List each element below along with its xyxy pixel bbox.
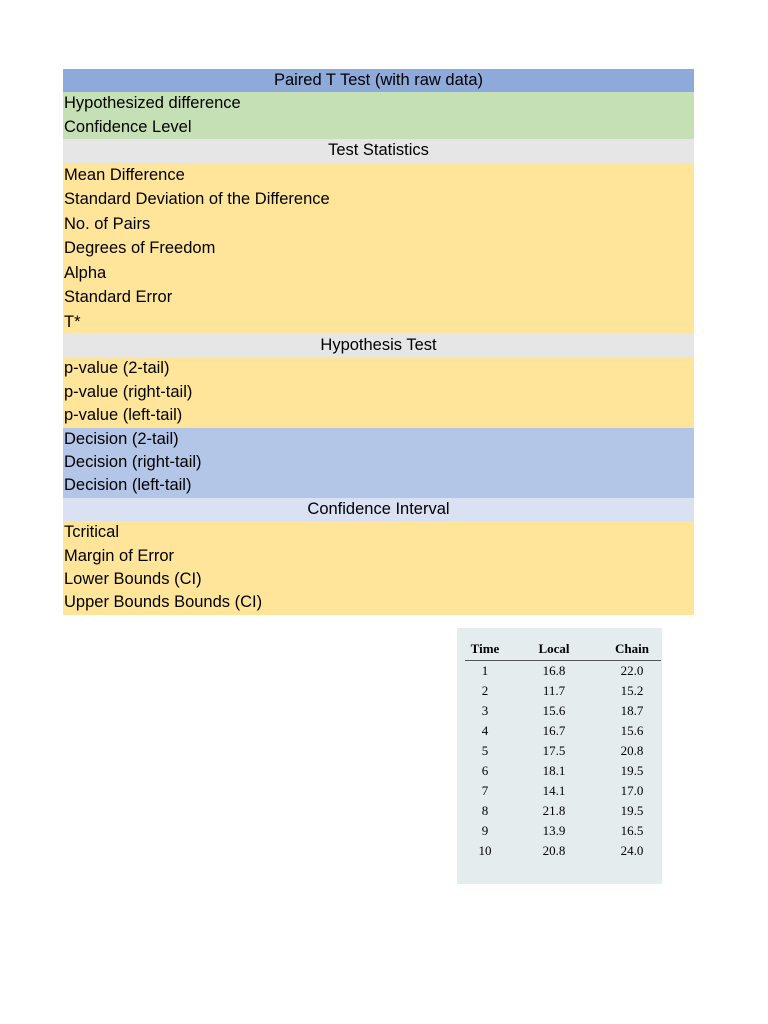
table-row	[465, 761, 661, 781]
chain-cell: 22.0	[620, 663, 644, 678]
table-row	[465, 821, 661, 841]
chain-cell: 17.0	[620, 783, 644, 798]
chain-cell: 15.6	[620, 723, 644, 738]
time-cell: 3	[481, 703, 489, 718]
pvalue-2tail-label[interactable]: p-value (2-tail)	[63, 357, 694, 380]
raw-data-header-row	[465, 638, 661, 661]
time-cell: 7	[481, 783, 489, 798]
margin-of-error-label[interactable]: Margin of Error	[63, 545, 694, 568]
chain-cell: 19.5	[620, 803, 644, 818]
upper-bounds-label[interactable]: Upper Bounds Bounds (CI)	[63, 591, 694, 614]
tcritical-label[interactable]: Tcritical	[63, 521, 694, 544]
time-cell: 1	[481, 663, 489, 678]
time-cell: 9	[481, 823, 489, 838]
chain-cell: 20.8	[620, 743, 644, 758]
table-row	[465, 801, 661, 821]
confidence-interval-header[interactable]: Confidence Interval	[63, 498, 694, 521]
chain-cell: 16.5	[620, 823, 644, 838]
standard-error-label[interactable]: Standard Error	[63, 285, 694, 310]
degrees-of-freedom-label[interactable]: Degrees of Freedom	[63, 236, 694, 261]
alpha-label[interactable]: Alpha	[63, 261, 694, 286]
local-cell: 15.6	[542, 703, 566, 718]
decision-left-tail-label[interactable]: Decision (left-tail)	[63, 474, 694, 497]
t-star-label[interactable]: T*	[63, 310, 694, 335]
local-cell: 21.8	[542, 803, 566, 818]
local-cell: 17.5	[542, 743, 566, 758]
time-cell: 5	[481, 743, 489, 758]
local-cell: 13.9	[542, 823, 566, 838]
table-row	[465, 681, 661, 701]
hypothesis-test-header[interactable]: Hypothesis Test	[63, 334, 694, 357]
raw-data-image[interactable]	[457, 628, 662, 884]
time-cell: 4	[481, 723, 489, 738]
decision-right-tail-label[interactable]: Decision (right-tail)	[63, 451, 694, 474]
local-cell: 16.7	[542, 723, 566, 738]
time-cell: 8	[481, 803, 489, 818]
local-cell: 18.1	[542, 763, 566, 778]
time-cell: 6	[481, 763, 489, 778]
chain-cell: 19.5	[620, 763, 644, 778]
table-row	[465, 741, 661, 761]
std-dev-difference-label[interactable]: Standard Deviation of the Difference	[63, 187, 694, 212]
table-row	[465, 841, 661, 861]
column-header-chain: Chain	[603, 638, 661, 661]
chain-cell: 15.2	[620, 683, 644, 698]
local-cell: 20.8	[542, 843, 566, 858]
test-statistics-header[interactable]: Test Statistics	[63, 139, 694, 162]
chain-cell: 24.0	[620, 843, 644, 858]
time-cell: 10	[478, 843, 492, 858]
sheet-title[interactable]: Paired T Test (with raw data)	[63, 69, 694, 92]
table-row	[465, 721, 661, 741]
table-row	[465, 781, 661, 801]
confidence-level-label[interactable]: Confidence Level	[63, 116, 694, 139]
no-of-pairs-label[interactable]: No. of Pairs	[63, 212, 694, 237]
pvalue-left-tail-label[interactable]: p-value (left-tail)	[63, 404, 694, 427]
table-row	[465, 661, 661, 682]
hypothesized-difference-label[interactable]: Hypothesized difference	[63, 92, 694, 115]
local-cell: 16.8	[542, 663, 566, 678]
chain-cell: 18.7	[620, 703, 644, 718]
local-cell: 14.1	[542, 783, 566, 798]
column-header-local: Local	[505, 638, 603, 661]
column-header-time: Time	[465, 638, 505, 661]
mean-difference-label[interactable]: Mean Difference	[63, 163, 694, 188]
lower-bounds-label[interactable]: Lower Bounds (CI)	[63, 568, 694, 591]
pvalue-right-tail-label[interactable]: p-value (right-tail)	[63, 381, 694, 404]
table-row	[465, 701, 661, 721]
raw-data-table	[465, 638, 661, 861]
decision-2tail-label[interactable]: Decision (2-tail)	[63, 428, 694, 451]
local-cell: 11.7	[542, 683, 566, 698]
worksheet	[63, 69, 694, 615]
time-cell: 2	[481, 683, 489, 698]
